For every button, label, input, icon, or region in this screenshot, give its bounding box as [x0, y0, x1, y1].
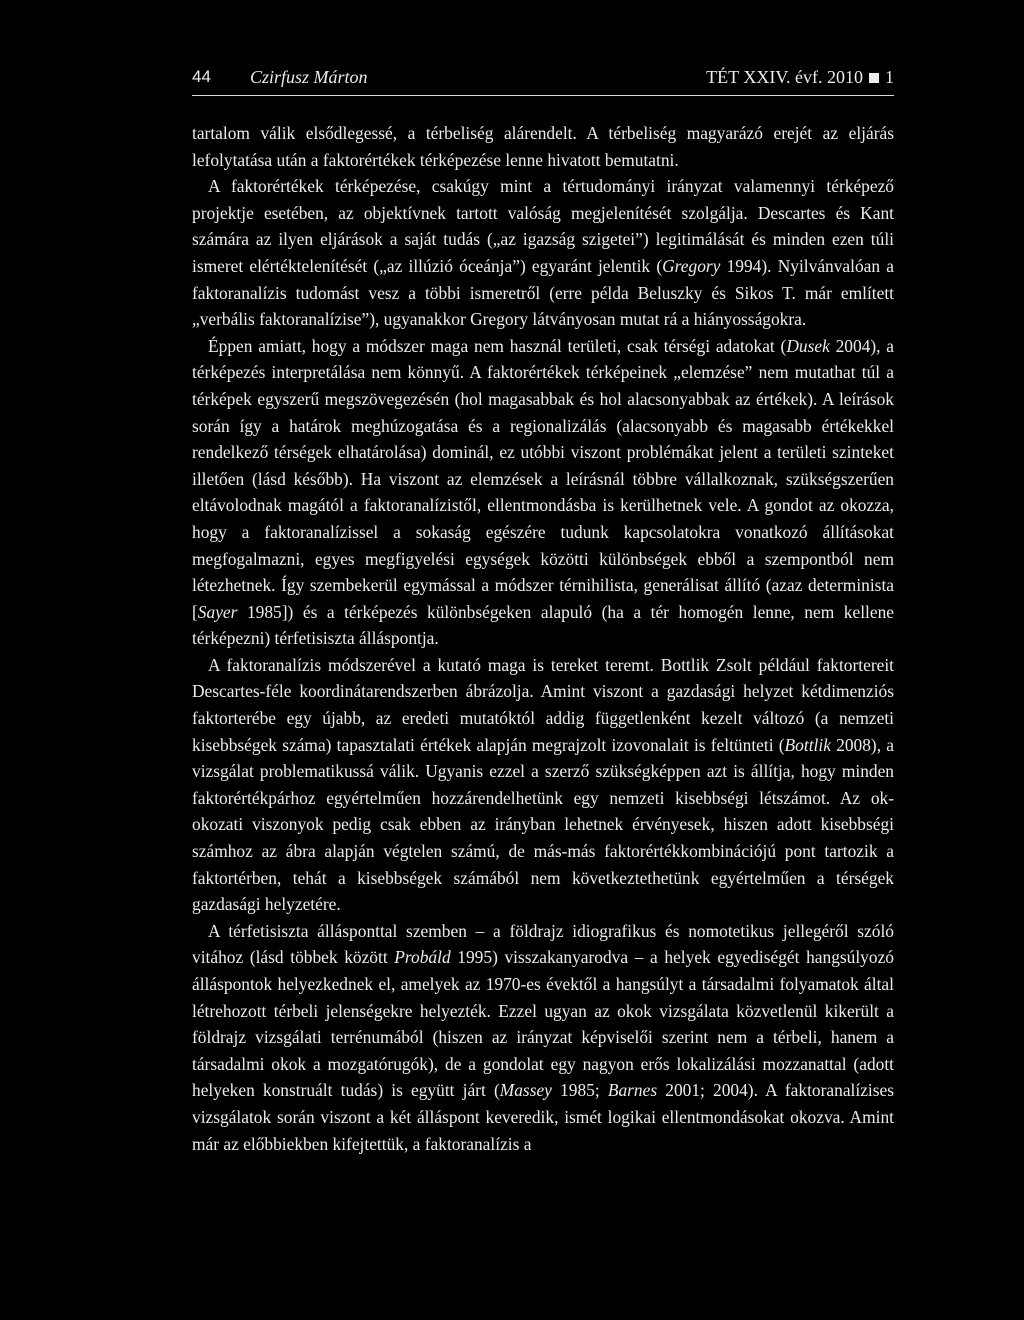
- paragraph: [192, 120, 894, 173]
- paragraph-text: 2004), a térképezés interpretálása nem könnyű. A faktorértékek térképeinek „elemzése” nem mutathat túl a térképek egyszerű megszövegezésén (hol magasabbak és hol alacsonyabbak az értékek). A leírások során így a határok meghúzogatása és a regionalizálás (alacsonyabb és magasabb értékekkel rendelkező térségek elhatárolása) dominál, ez utóbbi viszont problémákat jelent a területi szinteket illetően (lásd később). Ha viszont az elemzések a leírásnál többre vállalkoznak, szükségszerűen eltávolodnak magától a faktoranalízistől, ellentmondásba is kerülhetnek vele. A gondot az okozza, hogy a faktoranalízissel a sokaság egészére tudunk kapcsolatokra vonatkozó állításokat megfogalmazni, egyes megfigyelési egységek közötti különbségek ebből a szempontból nem létezhetnek. Így szembekerül egymással a módszer térnihilista, generálisat állító (azaz determinista [: [192, 335, 894, 622]
- paragraph: [192, 333, 894, 652]
- citation-author: Bottlik: [784, 734, 831, 755]
- running-head: [192, 66, 894, 96]
- citation-author: Gregory: [662, 255, 721, 276]
- paragraph: [192, 652, 894, 918]
- paragraph-text: A faktoranalízis módszerével a kutató maga is tereket teremt. Bottlik Zsolt például faktortereit Descartes-féle koordinátarendszerben ábrázolja. Amint viszont a gazdasági helyzet kétdimenziós faktorterébe egy újabb, az eredeti mutatóktól addig függetlenként kezelt változó (a nemzeti kisebbségek száma) tapasztalati értékek alapján megrajzolt izovonalait is feltünteti (: [192, 654, 894, 755]
- citation-author: Probáld: [394, 947, 451, 968]
- paragraph-text: 2008), a vizsgálat problematikussá válik. Ugyanis ezzel a szerző szükségképpen azt is állítja, hogy minden faktorértékpárhoz egyértelműen hozzárendelhetünk egy nemzeti kisebbségi létszámot. Az ok-okozati viszonyok pedig csak ebben az irányban lehetnek érvényesek, hiszen adott kisebbségi számhoz az ábra alapján végtelen számú, de más-más faktorértékkombinációjú pont tartozik a faktortérben, tehát a kisebbségek számából nem következtethetünk egyértelműen a térségek gazdasági helyzetére.: [192, 734, 894, 915]
- citation-author: Barnes: [607, 1080, 658, 1101]
- issue-number: 1: [885, 67, 894, 87]
- paragraph: [192, 173, 894, 333]
- paragraph-text: 1985;: [551, 1080, 608, 1101]
- paragraph-text: 1985]) és a térképezés különbségeken alapuló (ha a tér homogén lenne, nem kellene térképezni) térfetisiszta álláspontja.: [192, 601, 894, 649]
- author-name: Czirfusz Márton: [250, 67, 368, 87]
- paragraph-text: tartalom válik elsődlegessé, a térbeliség alárendelt. A térbeliség magyarázó erejét az eljárás lefolytatása után a faktorértékek térképezése lenne hivatott bemutatni.: [192, 123, 894, 170]
- paragraph-text: 1995) visszakanyarodva – a helyek egyediségét hangsúlyozó álláspontok helyezkednek el, amelyek az 1970-es évektől a hangsúlyt a társadalmi folyamatok által létrehozott térbeli jelenségekre helyezték. Ezzel ugyan az okok vizsgálata közvetlenül kikerült a földrajz vizsgálati terrénumából (hiszen az irányzat képviselői szerint nem a térbeli, hanem a társadalmi okok a mozgatórugók), de a gondolat egy nagyon erős lokalizálási mozzanattal (adott helyeken konstruált tudás) is együtt járt (: [192, 947, 894, 1101]
- paragraph-text: Éppen amiatt, hogy a módszer maga nem használ területi, csak térségi adatokat (: [208, 335, 787, 356]
- page-number: 44: [192, 67, 211, 86]
- journal-name: TÉT XXIV. évf. 2010: [706, 67, 863, 87]
- paragraph-text: A faktorértékek térképezése, csakúgy mint a tértudományi irányzat valamennyi térképező projektje esetében, az objektívnek tartott valóság megjelenítését szolgálja. Descartes és Kant számára az ilyen eljárások a saját tudás („az igazság szigetei”) legitimálását és minden ezen túli ismeret elértéktelenítését („az illúzió óceánja”) egyaránt jelentik (: [192, 176, 894, 276]
- square-bullet-icon: [869, 73, 879, 83]
- citation-author: Massey: [499, 1080, 552, 1101]
- paragraph-text: 2001; 2004). A faktoranalízises vizsgálatok során viszont a két álláspont keveredik, ismét logikai ellentmondásokat okozva. Amint már az előbbiekben kifejtettük, a faktoranalízis a: [192, 1080, 894, 1154]
- journal-title: [706, 66, 894, 88]
- paragraph-text: 1994). Nyilvánvalóan a faktoranalízis tudomást vesz a többi ismeretről (erre példa Beluszky és Sikos T. már említett „verbális faktoranalízise”), ugyanakkor Gregory látványosan mutat rá a hiányosságokra.: [192, 255, 894, 330]
- header-rule: [192, 95, 894, 96]
- citation-author: Dusek: [786, 335, 830, 356]
- citation-author: Sayer: [197, 601, 238, 622]
- paragraph: [192, 918, 894, 1157]
- journal-page: [192, 66, 894, 1157]
- paragraph-text: A térfetisiszta állásponttal szemben – a földrajz idiografikus és nomotetikus jellegéről szóló vitához (lásd többek között: [192, 920, 894, 968]
- body-text: [192, 120, 894, 1157]
